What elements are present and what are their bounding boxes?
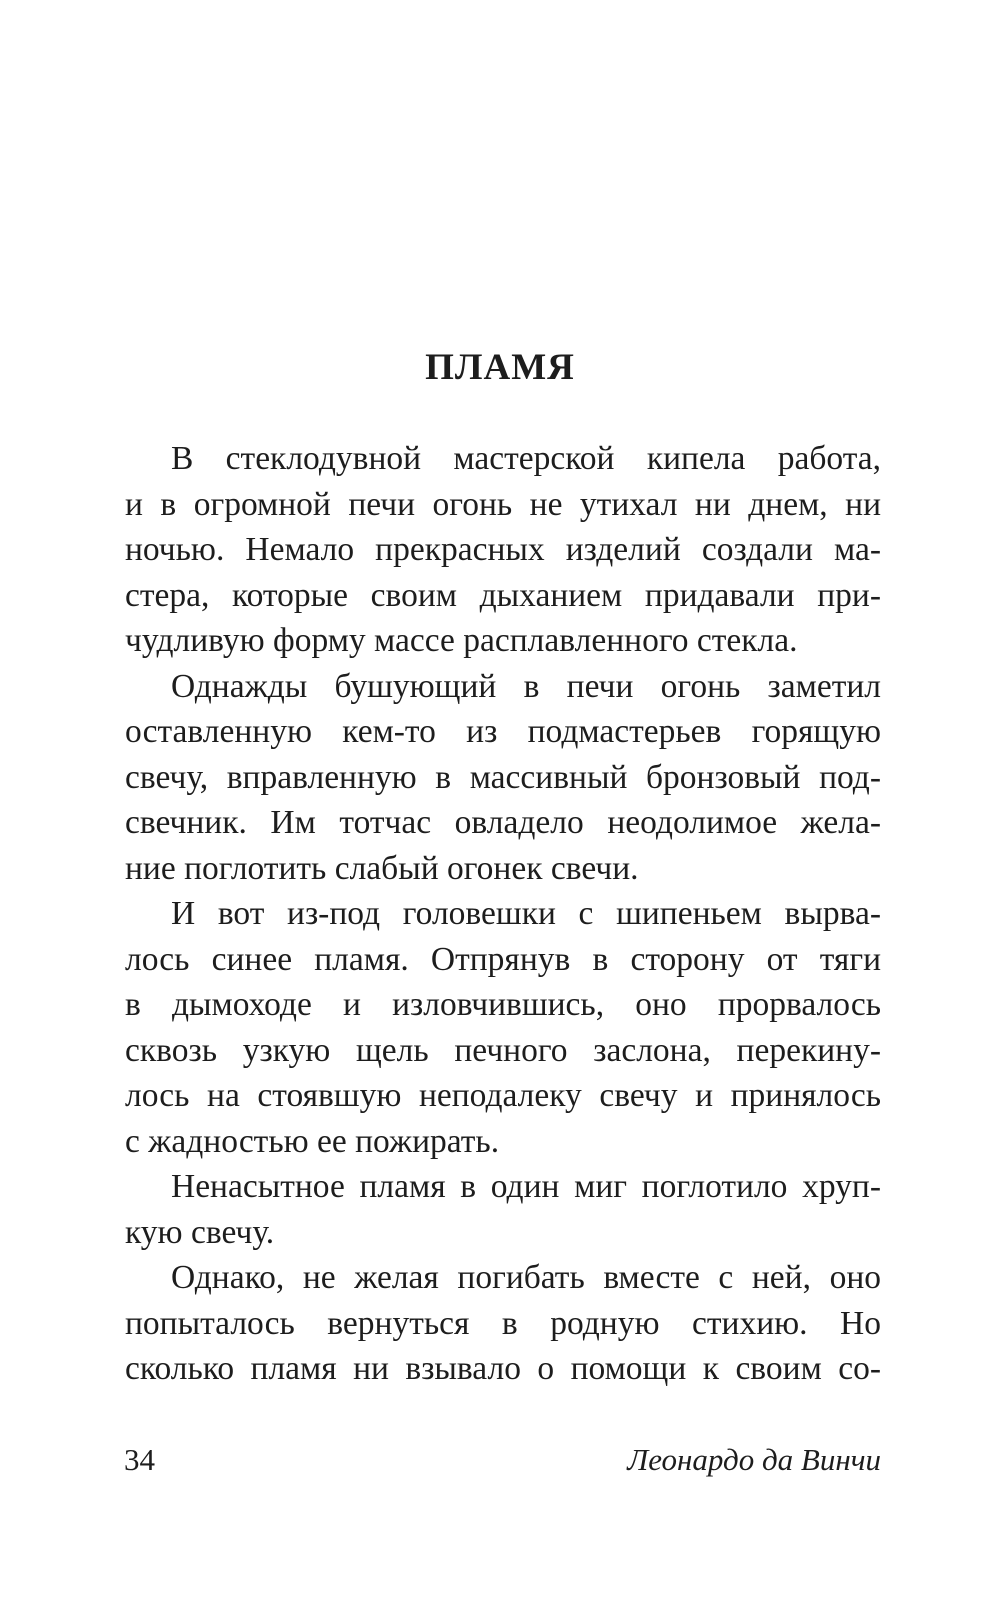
page-number: 34 bbox=[124, 1442, 155, 1477]
text-line: Ненасытное пламя в один миг поглотило хруп- bbox=[171, 1168, 881, 1205]
text-line: кую свечу. bbox=[125, 1213, 275, 1251]
text-line: сквозь узкую щель печного заслона, перекину- bbox=[125, 1031, 881, 1069]
text-line: Однако, не желая погибать вместе с ней, оно bbox=[171, 1259, 881, 1296]
text-line: и в огромной печи огонь не утихал ни днем, ни bbox=[125, 485, 881, 523]
text-line: сколько пламя ни взывало о помощи к своим со- bbox=[125, 1350, 881, 1387]
text-line: ние поглотить слабый огонек свечи. bbox=[125, 849, 639, 887]
text-line: оставленную кем-то из подмастерьев горящую bbox=[125, 713, 881, 750]
text-line: свечу, вправленную в массивный бронзовый под- bbox=[125, 758, 881, 796]
text-line: попыталось вернуться в родную стихию. Но bbox=[125, 1304, 881, 1342]
text-line: стера, которые своим дыханием придавали при- bbox=[125, 576, 881, 614]
text-line: с жадностью ее пожирать. bbox=[125, 1122, 500, 1160]
chapter-title: ПЛАМЯ bbox=[425, 347, 575, 388]
text-line: ночью. Немало прекрасных изделий создали ма- bbox=[125, 531, 881, 568]
body-text bbox=[125, 436, 881, 1392]
running-footer-author: Леонардо да Винчи bbox=[627, 1442, 881, 1477]
text-line: В стеклодувной мастерской кипела работа, bbox=[171, 440, 881, 477]
text-line: чудливую форму массе расплавленного стекла. bbox=[125, 622, 798, 659]
text-line: лось на стоявшую неподалеку свечу и принялось bbox=[125, 1077, 881, 1114]
text-line: Однажды бушующий в печи огонь заметил bbox=[171, 667, 881, 705]
text-line: в дымоходе и изловчившись, оно прорвалось bbox=[125, 986, 881, 1023]
text-line: И вот из-под головешки с шипеньем вырва- bbox=[171, 895, 881, 932]
text-line: свечник. Им тотчас овладело неодолимое жела- bbox=[125, 804, 881, 841]
text-line: лось синее пламя. Отпрянув в сторону от тяги bbox=[125, 940, 881, 978]
